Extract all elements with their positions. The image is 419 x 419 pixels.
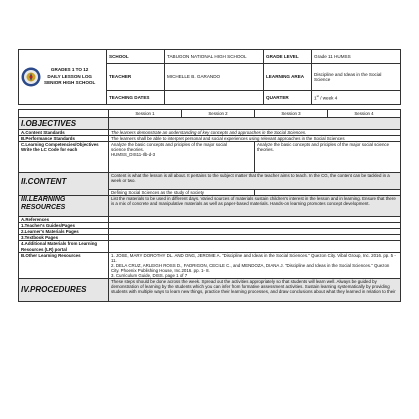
other-resources-list — [109, 252, 401, 278]
content-description: Content is what the lesson is all about. It pertains to the subject matter that the teacher aims to teach. In the CG, the content can be tackled in a week or two. — [109, 173, 401, 190]
header-table — [18, 49, 401, 105]
other-resource-2: 2. DELA CRUZ, ARLEIGH ROSS D., FADRIGON, CECILE C., and MENDOZA, DIANA J. "Discipline and Ideas in the Social Sciences." Quezon City. Phoenix Publishing House, Inc.2016. pp. 1- 8. — [111, 262, 390, 273]
deped-seal-icon — [21, 67, 41, 87]
learning-area-value: Discipline and Ideas in the Social Science — [312, 64, 401, 91]
session-2-header: Session 2 — [182, 110, 255, 118]
quarter-label: QUARTER — [264, 91, 312, 105]
session-1-header: Session 1 — [109, 110, 182, 118]
objectives-title: I.OBJECTIVES — [19, 118, 109, 130]
grade-level-value: Grade 11 HUMSS — [312, 50, 401, 64]
teacher-label: TEACHER — [107, 64, 165, 91]
competencies-row — [19, 142, 401, 173]
resources-intro: List the materials to be used in different days. Varied sources of materials sustain children's interest in the lesson and in learning. Ensure that there is a mix of concrete and manipulative materials as well as paper-based materials. Hands-on learning promotes concept development. — [109, 196, 401, 217]
performance-standards-label: B.Performance Standards — [19, 136, 109, 142]
dll-title: DAILY LESSON LOG — [47, 73, 92, 79]
session-header-blank — [19, 110, 109, 118]
competency-sessions-1-2: Analyze the basic concepts and priciples of the major social science theories. HUMSS_DIS11-Ilb-d-3 — [109, 142, 255, 173]
references-label: A.References — [19, 217, 109, 223]
content-title: II.CONTENT — [21, 177, 67, 187]
content-title-cell — [19, 173, 109, 196]
dll-grade-range: GRADES 1 TO 12 — [50, 66, 89, 72]
content-standards-label: A.Content Standards — [19, 130, 109, 136]
other-resource-3: 3. Curriculum Guide, DISS. page 1 of 7 — [111, 272, 188, 278]
quarter-value: 1st / week 4 — [312, 91, 401, 105]
procedures-section-row — [19, 278, 401, 301]
dll-school-level: SENIOR HIGH SCHOOL — [44, 80, 96, 86]
school-label: SCHOOL — [107, 50, 165, 64]
other-resource-1: 1. JOSE, MARY DOROTHY DL. AND ONG, JEROME A. "Discipline and Ideas in the Social Sciences." Quezon City. Vibal Group, Inc. 2016. pp. 5 - 11. — [111, 252, 396, 263]
learning-area-label: LEARNING AREA — [264, 64, 312, 91]
content-standards-text: The learners demonstrate an understanding of key concepts and approaches in the Social Sciences. — [109, 130, 401, 136]
teaching-dates-label: TEACHING DATES — [107, 91, 165, 105]
learners-materials-label: 2.Learner's Materials Pages — [19, 229, 109, 235]
competency-sessions-3-4: Analyze the basic concepts and priciples of the major social science theories. — [255, 142, 401, 173]
performance-standards-text: The learners shall be able to interpret personal and social experiences using relevant approaches in the Social Sciences — [109, 136, 401, 142]
content-section-row — [19, 173, 401, 190]
lr-portal-label: 4.Additional Materials from Learning Resources (LR) portal — [19, 241, 109, 252]
teachers-guide-label: 1.Teacher's Guides/Pages — [19, 223, 109, 229]
resources-title: III.LEARNING RESOURCES — [19, 196, 109, 217]
lesson-log-table — [18, 109, 401, 302]
teaching-dates-value — [165, 91, 264, 105]
session-header-row — [19, 110, 401, 118]
lr-portal-row — [19, 241, 401, 252]
teacher-value: MICHELLE B. GARANDO — [165, 64, 264, 91]
competencies-label: C.Learning Competencies/Objectives Write the LC Code for each — [19, 142, 109, 173]
content-topic: Defining Social Sciences as the study of society — [109, 190, 255, 196]
other-resources-row — [19, 252, 401, 278]
session-3-header: Session 3 — [255, 110, 328, 118]
procedures-text: These steps should be done across the week. Spread out the activities appropriately so that students will learn well. Always be guided by demonstration of learning by the students which you can infer from formative assessment activities. Sustain learning systematically by providing students with multiple ways to learn new things, practice their learning processes, and draw conclusions about what they learned in relation to their — [109, 278, 401, 301]
session-4-header: Session 4 — [328, 110, 401, 118]
other-resources-label: B.Other Learning Resources — [19, 252, 109, 278]
resources-section-row — [19, 196, 401, 217]
textbook-pages-label: 3.Textbook Pages — [19, 235, 109, 241]
school-value: TABUGON NATIONAL HIGH SCHOOL — [165, 50, 264, 64]
objectives-section-row — [19, 118, 401, 130]
school-logo-block — [19, 50, 107, 105]
grade-level-label: GRADE LEVEL — [264, 50, 312, 64]
procedures-title: IV.PROCEDURES — [19, 278, 109, 301]
